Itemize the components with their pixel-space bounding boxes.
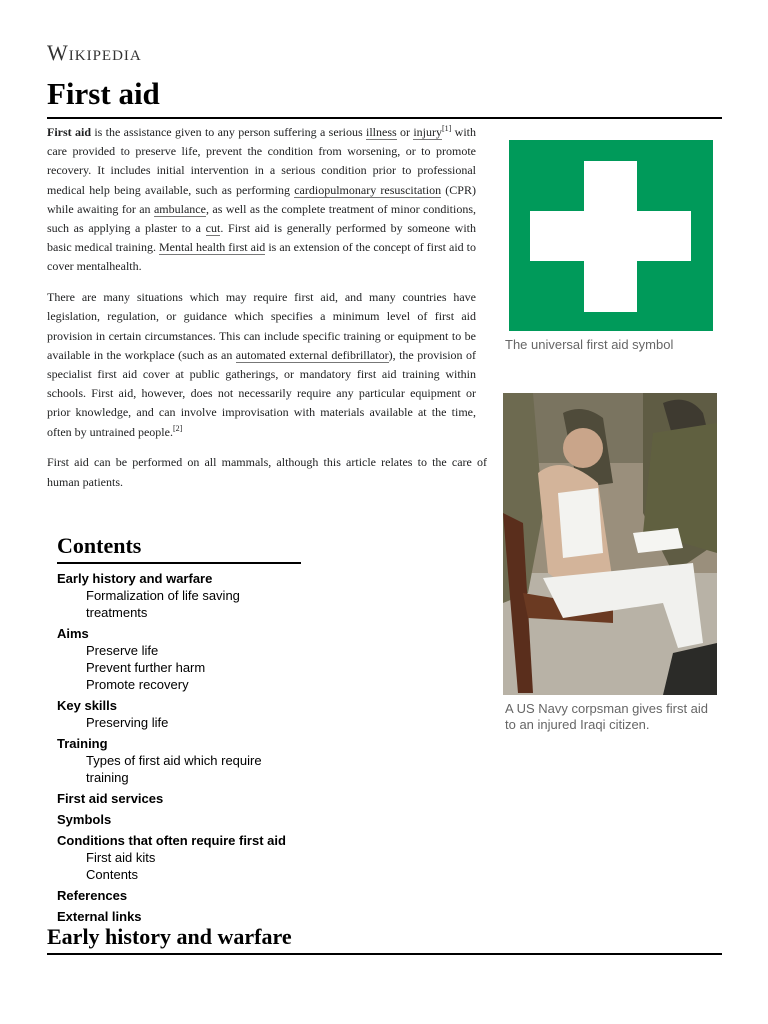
symbol-caption: The universal first aid symbol [505,337,674,352]
toc-item[interactable]: References [57,888,128,903]
situations-paragraph: There are many situations which may require first aid, and many countries have legislation, regulation, or guidance which specifies a minimum level of first aid provision in certain circumstances. This can include specific training or equipment to be available in the workplace (such as an automated external defibrillator), the provision of specialist first aid cover at public gatherings, or mandatory first aid training within schools. First aid, however, does not necessarily require any particular equipment or prior knowledge, and can involve improvisation with materials available at the time, often by untrained people.[2] [47,290,476,439]
ref-1[interactable]: [1] [442,124,452,133]
corpsman-photo-figure [503,393,717,733]
link-aed[interactable]: automated external defibrillator [235,347,389,362]
corpsman-photo[interactable] [503,393,717,695]
toc-subitem[interactable]: Promote recovery [86,677,189,692]
first-aid-symbol-image[interactable] [503,134,718,331]
toc-item[interactable]: Key skills [57,698,117,713]
toc-item[interactable]: Training [57,736,108,751]
article-body [47,123,487,503]
link-injury[interactable]: injury [413,125,442,139]
ref-2[interactable]: [2] [172,423,183,433]
link-mental-health-first-aid[interactable]: Mental health first aid [158,240,266,255]
toc-subitem[interactable]: Preserving life [86,715,169,730]
mammals-paragraph: First aid can be performed on all mammals, although this article relates to the care of human patients. [47,455,487,489]
toc-item[interactable]: Symbols [57,812,112,827]
table-of-contents [57,533,301,925]
wikipedia-wordmark[interactable]: Wikipedia [47,40,142,65]
toc-item[interactable]: Early history and warfare [57,571,213,586]
toc-subitem[interactable]: Prevent further harm [86,660,206,675]
bold-term: First aid [47,125,91,139]
toc-title: Contents [57,533,301,564]
first-aid-symbol-figure [503,134,718,353]
link-ambulance[interactable]: ambulance [153,201,206,216]
toc-item[interactable]: Conditions that often require first aid [57,833,286,848]
toc-subitem[interactable]: Types of first aid which require training [86,753,262,785]
section-divider [47,953,722,955]
link-illness[interactable]: illness [366,125,397,139]
toc-subitem[interactable]: Preserve life [86,643,159,658]
page-title: First aid [47,76,160,111]
link-cut[interactable]: cut [205,221,221,236]
toc-item[interactable]: External links [57,909,142,924]
toc-subitem[interactable]: Formalization of life saving treatments [86,588,240,620]
toc-list [57,570,301,925]
toc-subitem[interactable]: Contents [86,867,139,882]
intro-paragraph: First aid is the assistance given to any person suffering a serious illness or injury[1] with care provided to preserve life, prevent the condition from worsening, or to promote recovery. It includes initial intervention in a serious condition prior to professional medical help being available, such as performing cardiopulmonary resuscitation (CPR) while awaiting for an ambulance, as well as the complete treatment of minor conditions, such as applying a plaster to a cut. First aid is generally performed by someone with basic medical training. Mental health first aid is an extension of the concept of first aid to cover mentalhealth. [47,124,476,274]
section-heading-early-history: Early history and warfare [47,924,292,949]
link-cpr[interactable]: cardiopulmonary resuscitation [294,182,442,197]
photo-caption: A US Navy corpsman gives first aid to an injured Iraqi citizen. [505,701,709,732]
title-divider [47,117,722,119]
toc-item[interactable]: Aims [57,626,89,641]
toc-item[interactable]: First aid services [57,791,164,806]
toc-subitem[interactable]: First aid kits [86,850,156,865]
